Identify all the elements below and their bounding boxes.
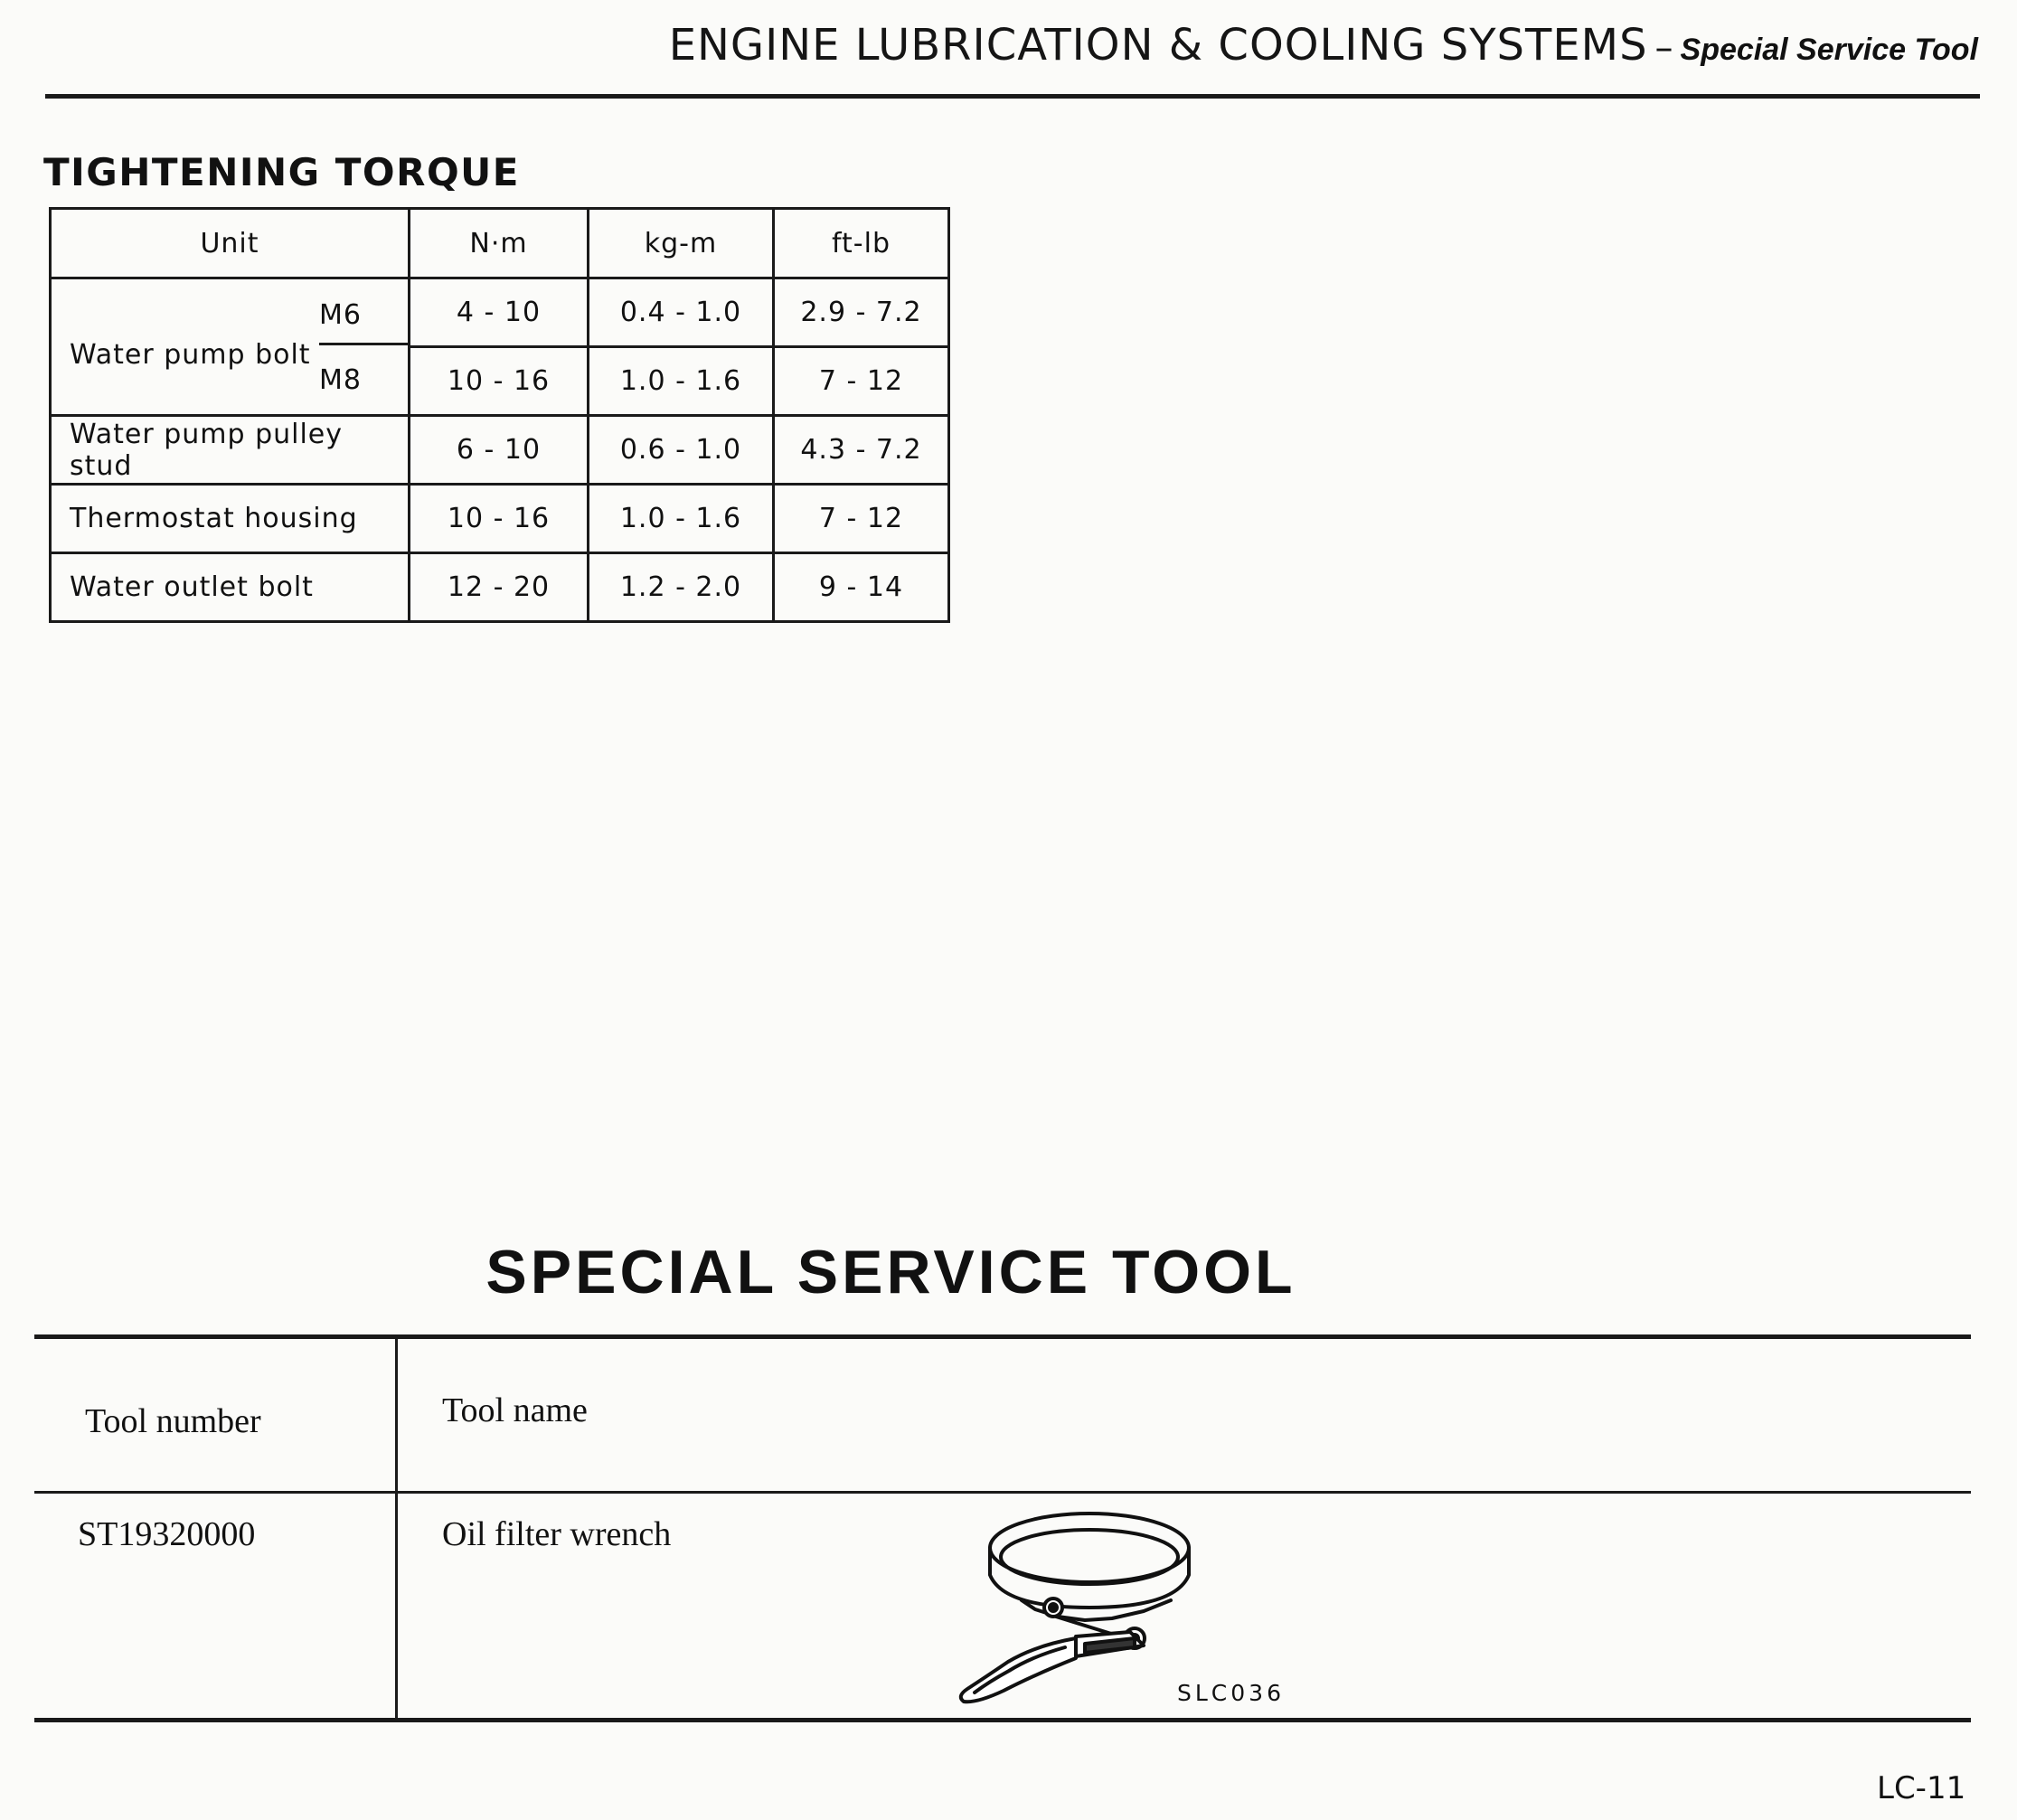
col-tool-number: Tool number — [85, 1402, 261, 1440]
bolt-size-m8: M8 — [319, 364, 362, 396]
cell-kgm: 0.4 - 1.0 — [589, 278, 774, 347]
water-pump-bolt-cell — [51, 278, 410, 416]
tools-heading — [0, 1237, 2017, 1307]
table-row — [51, 553, 949, 622]
oil-filter-wrench-icon — [949, 1501, 1211, 1709]
table-row — [51, 416, 949, 485]
col-tool-name: Tool name — [442, 1391, 588, 1429]
tools-rule-bottom — [34, 1718, 1971, 1722]
col-unit: Unit — [51, 209, 410, 278]
cell-kgm: 1.2 - 2.0 — [589, 553, 774, 622]
cell-ftlb: 7 - 12 — [774, 347, 949, 416]
cell-ftlb: 2.9 - 7.2 — [774, 278, 949, 347]
cell-kgm: 1.0 - 1.6 — [589, 485, 774, 553]
tools-column-divider — [395, 1338, 398, 1722]
row-label: Water outlet bolt — [51, 553, 410, 622]
page-number: LC-11 — [1877, 1770, 1966, 1806]
col-ftlb: ft-lb — [774, 209, 949, 278]
torque-table — [49, 207, 950, 623]
cell-ftlb: 4.3 - 7.2 — [774, 416, 949, 485]
col-kgm: kg-m — [589, 209, 774, 278]
cell-nm: 12 - 20 — [410, 553, 589, 622]
torque-title: TIGHTENING TORQUE — [43, 150, 520, 194]
bolt-size-m6: M6 — [319, 299, 362, 331]
tools-heading-text: SPECIAL SERVICE TOOL — [485, 1238, 1296, 1306]
cell-nm: 10 - 16 — [410, 347, 589, 416]
header-rule — [45, 94, 1980, 99]
torque-header-row — [51, 209, 949, 278]
page-header — [0, 20, 1978, 71]
col-nm: N·m — [410, 209, 589, 278]
figure-code: SLC036 — [1177, 1680, 1285, 1706]
tools-rule-mid — [34, 1491, 1971, 1494]
cell-nm: 6 - 10 — [410, 416, 589, 485]
cell-kgm: 1.0 - 1.6 — [589, 347, 774, 416]
cell-kgm: 0.6 - 1.0 — [589, 416, 774, 485]
row-label: Water pump bolt — [70, 339, 311, 371]
row-label: Water pump pulley stud — [51, 416, 410, 485]
cell-ftlb: 7 - 12 — [774, 485, 949, 553]
row-label: Thermostat housing — [51, 485, 410, 553]
section-title: ENGINE LUBRICATION & COOLING SYSTEMS — [668, 20, 1648, 71]
section-subtitle: Special Service Tool — [1680, 33, 1978, 67]
table-row — [51, 278, 949, 347]
size-divider — [319, 343, 410, 345]
cell-ftlb: 9 - 14 — [774, 553, 949, 622]
tool-name: Oil filter wrench — [442, 1515, 672, 1553]
header-dash: – — [1654, 27, 1673, 69]
table-row — [51, 485, 949, 553]
tools-rule-top — [34, 1334, 1971, 1339]
cell-nm: 10 - 16 — [410, 485, 589, 553]
tool-number: ST19320000 — [78, 1515, 256, 1553]
cell-nm: 4 - 10 — [410, 278, 589, 347]
